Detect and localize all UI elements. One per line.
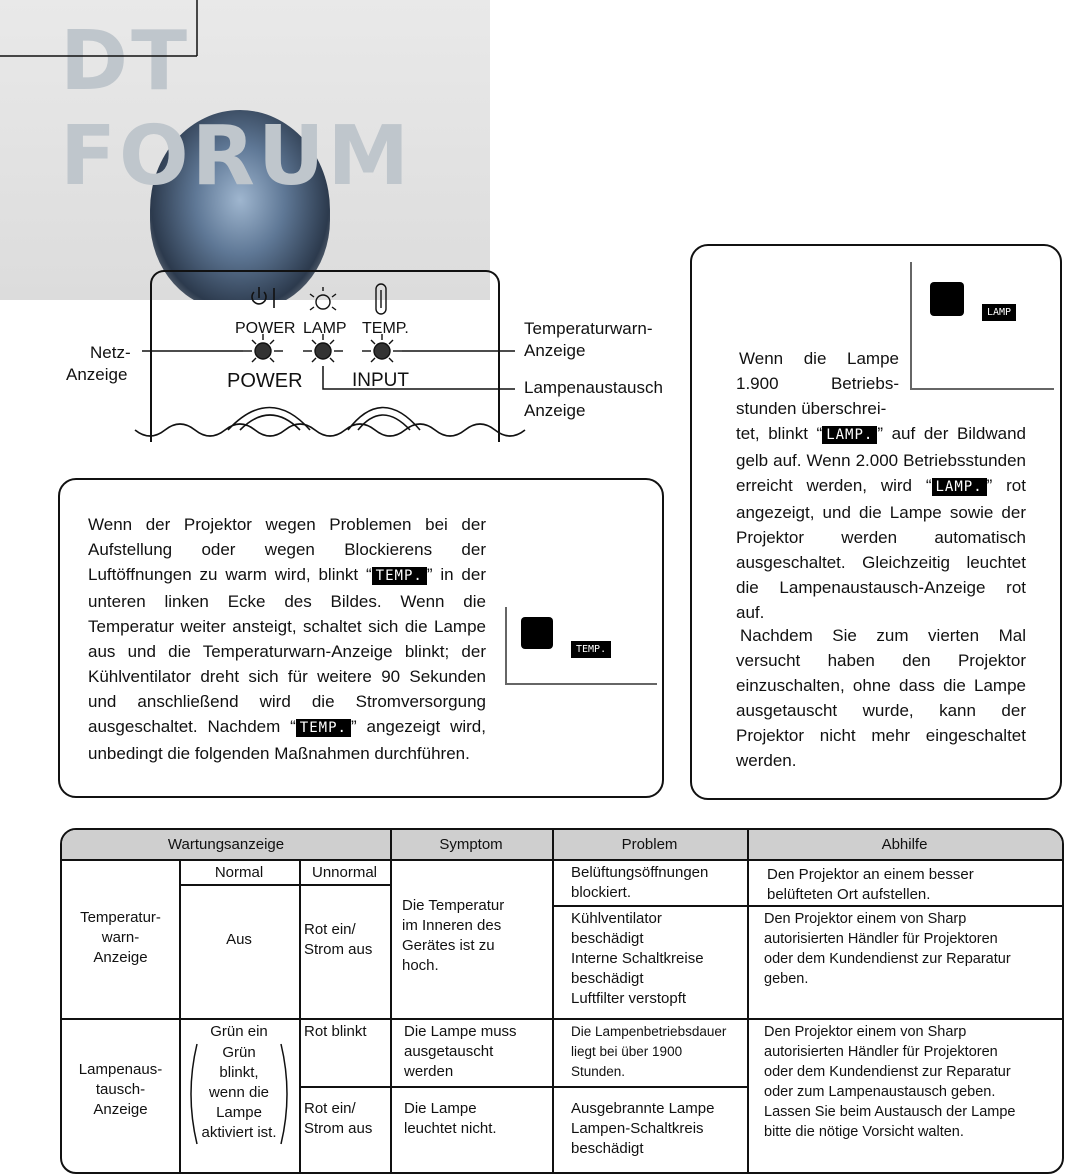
power-big-label: POWER [227,370,303,392]
row1-symptom: Die Temperatur im Inneren des Gerätes ist zu hoch. [402,897,505,974]
sub-unnormal: Unnormal [311,864,378,881]
header-wartungsanzeige: Wartungsanzeige [167,836,285,853]
panel-drawing [60,270,690,450]
row1-normal: Aus [226,931,252,948]
lamp-tag: LAMP. [822,426,877,444]
sub-normal: Normal [214,864,264,881]
row2-name: Lampenaus- tausch- Anzeige [78,1061,163,1118]
row2-unnormal-b: Rot ein/ Strom aus [304,1100,373,1137]
temp-callout-2: Anzeige [524,341,586,360]
lamp-small-label: LAMP [303,320,347,337]
power-small-label: POWER [235,320,296,337]
header-problem: Problem [621,836,678,853]
row2-unnormal-a: Rot blinkt [304,1023,367,1040]
panel-buttons [135,408,525,437]
row2-problem-a: Die Lampenbetriebsdauer liegt bei über 1900 Stunden. [571,1024,727,1079]
temp-led [362,334,402,362]
thermometer-icon [376,284,386,314]
row1-problem-a: Belüftungsöffnungen blockiert. [571,864,709,901]
row1-problem-b: Kühlventilator beschädigt Interne Schaltkreise beschädigt Luftfilter verstopft [571,910,704,1007]
lamp-paragraph: tet, blinkt “ LAMP. ” auf der Bildwand gelb auf. Wenn 2.000 Betriebsstunden erreicht werden, wird “ LAMP. ” rot angezeigt, und die Lampe sowie der Projektor werden automatisch ausgeschaltet. Gleichzeitig leuchtet die Lampenaustausch-Anzeige rot auf. [736,424,1026,622]
netz-label-2: Anzeige [66,365,128,384]
row2-remedy: Den Projektor einem von Sharp autorisierten Händler für Projektoren oder dem Kundendienst zur Reparatur oder zum Lampenaustausch geben. Lassen Sie beim Austausch der Lampe bitte die nötige Vorsicht walten. [764,1024,1016,1140]
corner-lines [0,0,490,300]
maintenance-table [60,828,1064,1174]
temp-tag: TEMP. [372,567,427,585]
lamp-warning-icon [930,282,964,316]
parentheses [179,1040,299,1150]
row1-remedy-a: Den Projektor an einem besser belüfteten Ort aufstellen. [767,866,974,903]
thumb-lamp-label: LAMP [982,304,1016,321]
lamp-tag-2: LAMP. [932,478,987,496]
row2-problem-b: Ausgebrannte Lampe Lampen-Schaltkreis beschädigt [571,1100,715,1157]
row1-name: Temperatur- warn- Anzeige [80,909,161,966]
header-symptom: Symptom [439,836,503,853]
power-symbol-icon [252,287,274,308]
watermark-text: DT FORUM [60,14,413,204]
lamp-icon [310,287,336,310]
lamp-led [303,334,343,362]
row2-normal-top: Grün ein [210,1023,268,1040]
row2-normal-paren: Grün blinkt, wenn die Lampe aktiviert ist. [201,1044,277,1141]
temp-callout: Temperaturwarn- [524,319,653,338]
lamp-callout: Lampenaustausch [524,378,663,397]
temp-small-label: TEMP. [362,320,409,337]
netz-label: Netz- [90,343,131,362]
row1-unnormal: Rot ein/ Strom aus [304,921,373,958]
lamp-paragraph-2: Nachdem Sie zum vierten Mal versucht haben den Projektor einzuschalten, ohne dass die Lampe ausgetauscht wurde, kann der Projektor nicht mehr eingeschaltet werden. [736,626,1026,770]
lamp-paragraph-top: Wenn die Lampe 1.900 Betriebs-stunden überschrei- [736,349,899,418]
thumb-temp-label: TEMP. [571,641,611,658]
row1-remedy-b: Den Projektor einem von Sharp autorisierten Händler für Projektoren oder dem Kundendienst zur Reparatur geben. [764,911,1011,987]
temp-tag-2: TEMP. [296,719,351,737]
power-led [243,334,283,362]
temp-screen-thumbnail [505,607,657,685]
row2-symptom-b: Die Lampe leuchtet nicht. [404,1100,497,1137]
header-abhilfe: Abhilfe [881,836,928,853]
temp-paragraph: Wenn der Projektor wegen Problemen bei der Aufstellung oder wegen Blockierens der Luftöffnungen zu warm wird, blinkt “ TEMP. ” in der unteren linken Ecke des Bildes. Wenn die Temperatur weiter ansteigt, schaltet sich die Lampe aus und die Temperaturwarn-Anzeige blinkt; der Kühlventilator dreht sich für weitere 90 Sekunden und anschließend wird die Stromversorgung ausgeschaltet. Nachdem “ TEMP. ” angezeigt wird, unbedingt die folgenden Maßnahmen durchführen. [88,515,486,763]
watermark-logo [0,0,490,300]
fan-warning-icon [521,617,553,649]
lamp-screen-thumbnail [910,262,1054,390]
row2-symptom-a: Die Lampe muss ausgetauscht werden [404,1023,517,1080]
lamp-callout-2: Anzeige [524,401,586,420]
input-big-label: INPUT [352,370,409,391]
